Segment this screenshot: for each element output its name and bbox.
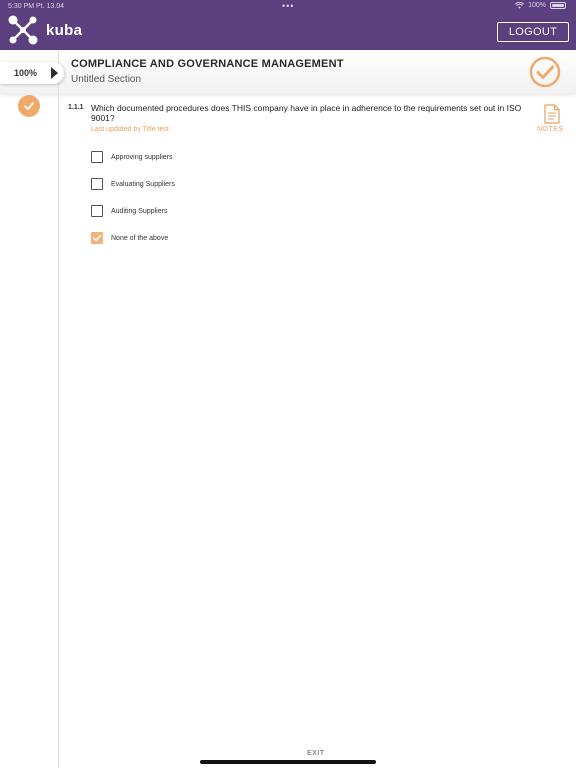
battery-percent: 100% [528, 2, 546, 9]
brand-name: kuba [46, 22, 83, 39]
status-time: 5:30 PM Pt. 13.04 [8, 3, 65, 10]
check-icon [92, 233, 102, 243]
expand-arrow-icon[interactable] [51, 67, 58, 79]
status-right [515, 2, 566, 9]
section-title: COMPLIANCE AND GOVERNANCE MANAGEMENT [71, 58, 344, 70]
multitask-dots[interactable]: ••• [282, 1, 295, 11]
section-header [0, 50, 576, 94]
logout-button[interactable]: LOGOUT [497, 22, 569, 42]
checkbox-icon[interactable] [91, 178, 103, 190]
option-none-of-the-above[interactable] [91, 231, 168, 245]
notes-button[interactable]: NOTES [537, 126, 564, 133]
wifi-icon [515, 2, 524, 9]
checkbox-checked-icon[interactable] [91, 232, 103, 244]
question-number: 1.1.1 [68, 104, 84, 111]
option-auditing-suppliers[interactable] [91, 204, 167, 218]
kuba-logo-icon [6, 13, 40, 47]
app-header [0, 0, 576, 50]
option-label: Auditing Suppliers [111, 207, 168, 215]
exit-button[interactable]: EXIT [307, 750, 325, 757]
option-approving-suppliers[interactable] [91, 150, 172, 164]
checkbox-icon[interactable] [91, 151, 103, 163]
question-text: Which documented procedures does THIS company have in place in adherence to the requirements set out in ISO 9001? [91, 103, 522, 123]
progress-percent: 100% [14, 68, 38, 78]
sidebar-divider [58, 50, 59, 768]
option-label: Approving suppliers [111, 153, 173, 161]
home-indicator[interactable] [200, 760, 376, 764]
question-complete-indicator[interactable] [18, 95, 40, 117]
question-last-updated: Last updated by Title test [91, 126, 169, 133]
section-subtitle: Untitled Section [71, 74, 142, 85]
option-evaluating-suppliers[interactable] [91, 177, 175, 191]
battery-icon [550, 2, 566, 9]
check-icon [23, 100, 35, 112]
option-label: Evaluating Suppliers [111, 180, 175, 188]
section-complete-icon [529, 56, 561, 88]
notes-icon[interactable] [544, 104, 560, 124]
checkbox-icon[interactable] [91, 205, 103, 217]
option-label: None of the above [111, 234, 169, 242]
